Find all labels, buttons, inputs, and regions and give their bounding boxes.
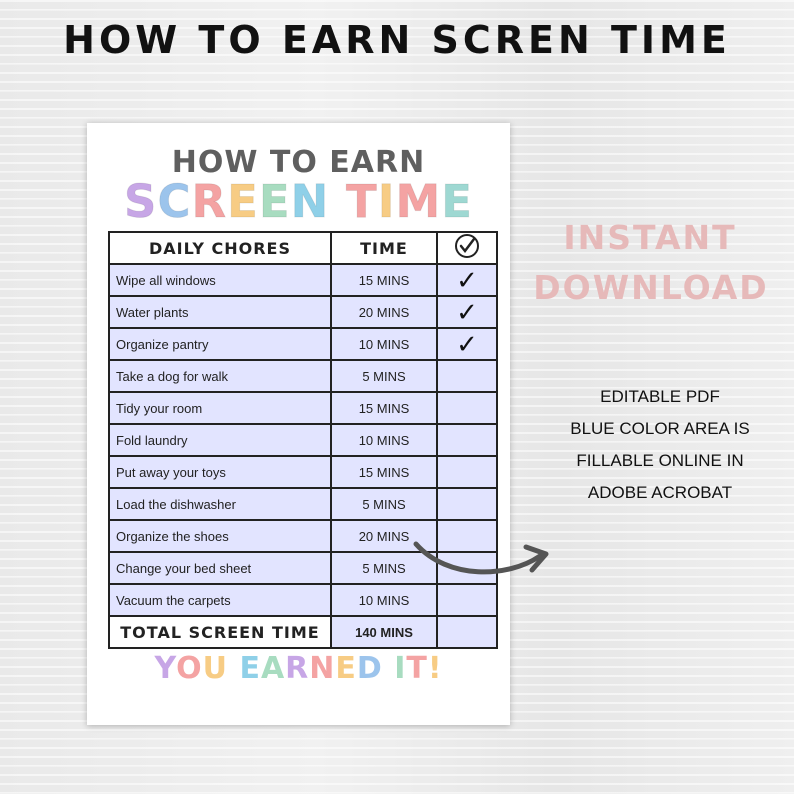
info-text	[540, 381, 780, 509]
checkmark-cell[interactable]	[437, 488, 497, 520]
subtitle-letter: R	[191, 175, 228, 228]
chore-cell[interactable]: Put away your toys	[109, 456, 331, 488]
earned-letter	[383, 651, 394, 686]
time-cell[interactable]: 20 MINS	[331, 520, 437, 552]
circle-check-icon	[454, 233, 480, 259]
chore-cell[interactable]: Take a dog for walk	[109, 360, 331, 392]
table-row	[109, 488, 497, 520]
time-cell[interactable]: 15 MINS	[331, 456, 437, 488]
earned-letter: E	[335, 651, 357, 686]
total-row	[109, 616, 497, 648]
checkmark-cell[interactable]: ✓	[437, 296, 497, 328]
table-row	[109, 328, 497, 360]
subtitle-letter: N	[290, 175, 330, 228]
checkmark-cell[interactable]	[437, 456, 497, 488]
subtitle-letter	[329, 175, 346, 228]
chore-cell[interactable]: Vacuum the carpets	[109, 584, 331, 616]
earned-letter: !	[427, 651, 443, 686]
earned-letter: E	[239, 651, 261, 686]
total-check-cell[interactable]	[437, 616, 497, 648]
subtitle-letter: M	[395, 175, 442, 228]
time-cell[interactable]: 10 MINS	[331, 328, 437, 360]
table-row	[109, 296, 497, 328]
header-time: TIME	[331, 232, 437, 264]
header-check-icon	[437, 232, 497, 264]
table-header-row	[109, 232, 497, 264]
table-row	[109, 584, 497, 616]
table-row	[109, 456, 497, 488]
time-cell[interactable]: 20 MINS	[331, 296, 437, 328]
curved-arrow-icon	[408, 532, 558, 582]
checkmark-cell[interactable]	[437, 360, 497, 392]
chore-cell[interactable]: Change your bed sheet	[109, 552, 331, 584]
instant-label: INSTANT	[563, 218, 737, 257]
earned-letter: I	[394, 651, 407, 686]
chore-cell[interactable]: Organize the shoes	[109, 520, 331, 552]
time-cell[interactable]: 10 MINS	[331, 424, 437, 456]
chore-cell[interactable]: Organize pantry	[109, 328, 331, 360]
earned-letter: A	[260, 651, 286, 686]
time-cell[interactable]: 10 MINS	[331, 584, 437, 616]
info-line: EDITABLE PDF	[600, 387, 720, 406]
info-line: BLUE COLOR AREA IS	[570, 419, 750, 438]
sheet-title: HOW TO EARN	[171, 145, 426, 180]
earned-letter	[228, 651, 239, 686]
time-cell[interactable]: 5 MINS	[331, 360, 437, 392]
info-line: FILLABLE ONLINE IN	[576, 451, 744, 470]
chore-cell[interactable]: Wipe all windows	[109, 264, 331, 296]
info-line: ADOBE ACROBAT	[587, 483, 733, 502]
subtitle-letter: E	[258, 175, 291, 228]
time-cell[interactable]: 5 MINS	[331, 488, 437, 520]
checkmark-cell[interactable]: ✓	[437, 328, 497, 360]
download-label: DOWNLOAD	[533, 268, 769, 307]
subtitle-letter: E	[227, 175, 259, 228]
header-daily-chores: DAILY CHORES	[109, 232, 331, 264]
checkmark-cell[interactable]	[437, 584, 497, 616]
earned-letter: O	[176, 651, 203, 686]
chore-cell[interactable]: Fold laundry	[109, 424, 331, 456]
subtitle-letter: E	[441, 175, 473, 228]
time-cell[interactable]: 15 MINS	[331, 264, 437, 296]
chore-cell[interactable]: Tidy your room	[109, 392, 331, 424]
earned-letter: U	[202, 651, 228, 686]
subtitle-letter: S	[124, 175, 158, 228]
page-headline: HOW TO EARN SCREN TIME	[63, 18, 731, 62]
earned-letter: N	[309, 651, 336, 686]
time-cell[interactable]: 15 MINS	[331, 392, 437, 424]
sheet-subtitle	[87, 175, 510, 228]
total-label: TOTAL SCREEN TIME	[109, 616, 331, 648]
table-row	[109, 264, 497, 296]
subtitle-letter: I	[377, 175, 396, 228]
table-row	[109, 360, 497, 392]
subtitle-letter: C	[157, 175, 192, 228]
chores-table	[108, 231, 498, 649]
earned-letter: Y	[154, 651, 177, 686]
subtitle-letter: T	[345, 175, 378, 228]
chore-cell[interactable]: Load the dishwasher	[109, 488, 331, 520]
earned-letter: T	[406, 651, 428, 686]
you-earned-it-text	[87, 651, 510, 686]
chore-cell[interactable]: Water plants	[109, 296, 331, 328]
table-row	[109, 392, 497, 424]
checkmark-cell[interactable]: ✓	[437, 264, 497, 296]
checkmark-cell[interactable]	[437, 424, 497, 456]
earned-letter: R	[285, 651, 310, 686]
table-row	[109, 424, 497, 456]
time-cell[interactable]: 5 MINS	[331, 552, 437, 584]
checkmark-cell[interactable]	[437, 392, 497, 424]
earned-letter: D	[356, 651, 383, 686]
printable-sheet	[87, 123, 510, 725]
total-value[interactable]: 140 MINS	[331, 616, 437, 648]
